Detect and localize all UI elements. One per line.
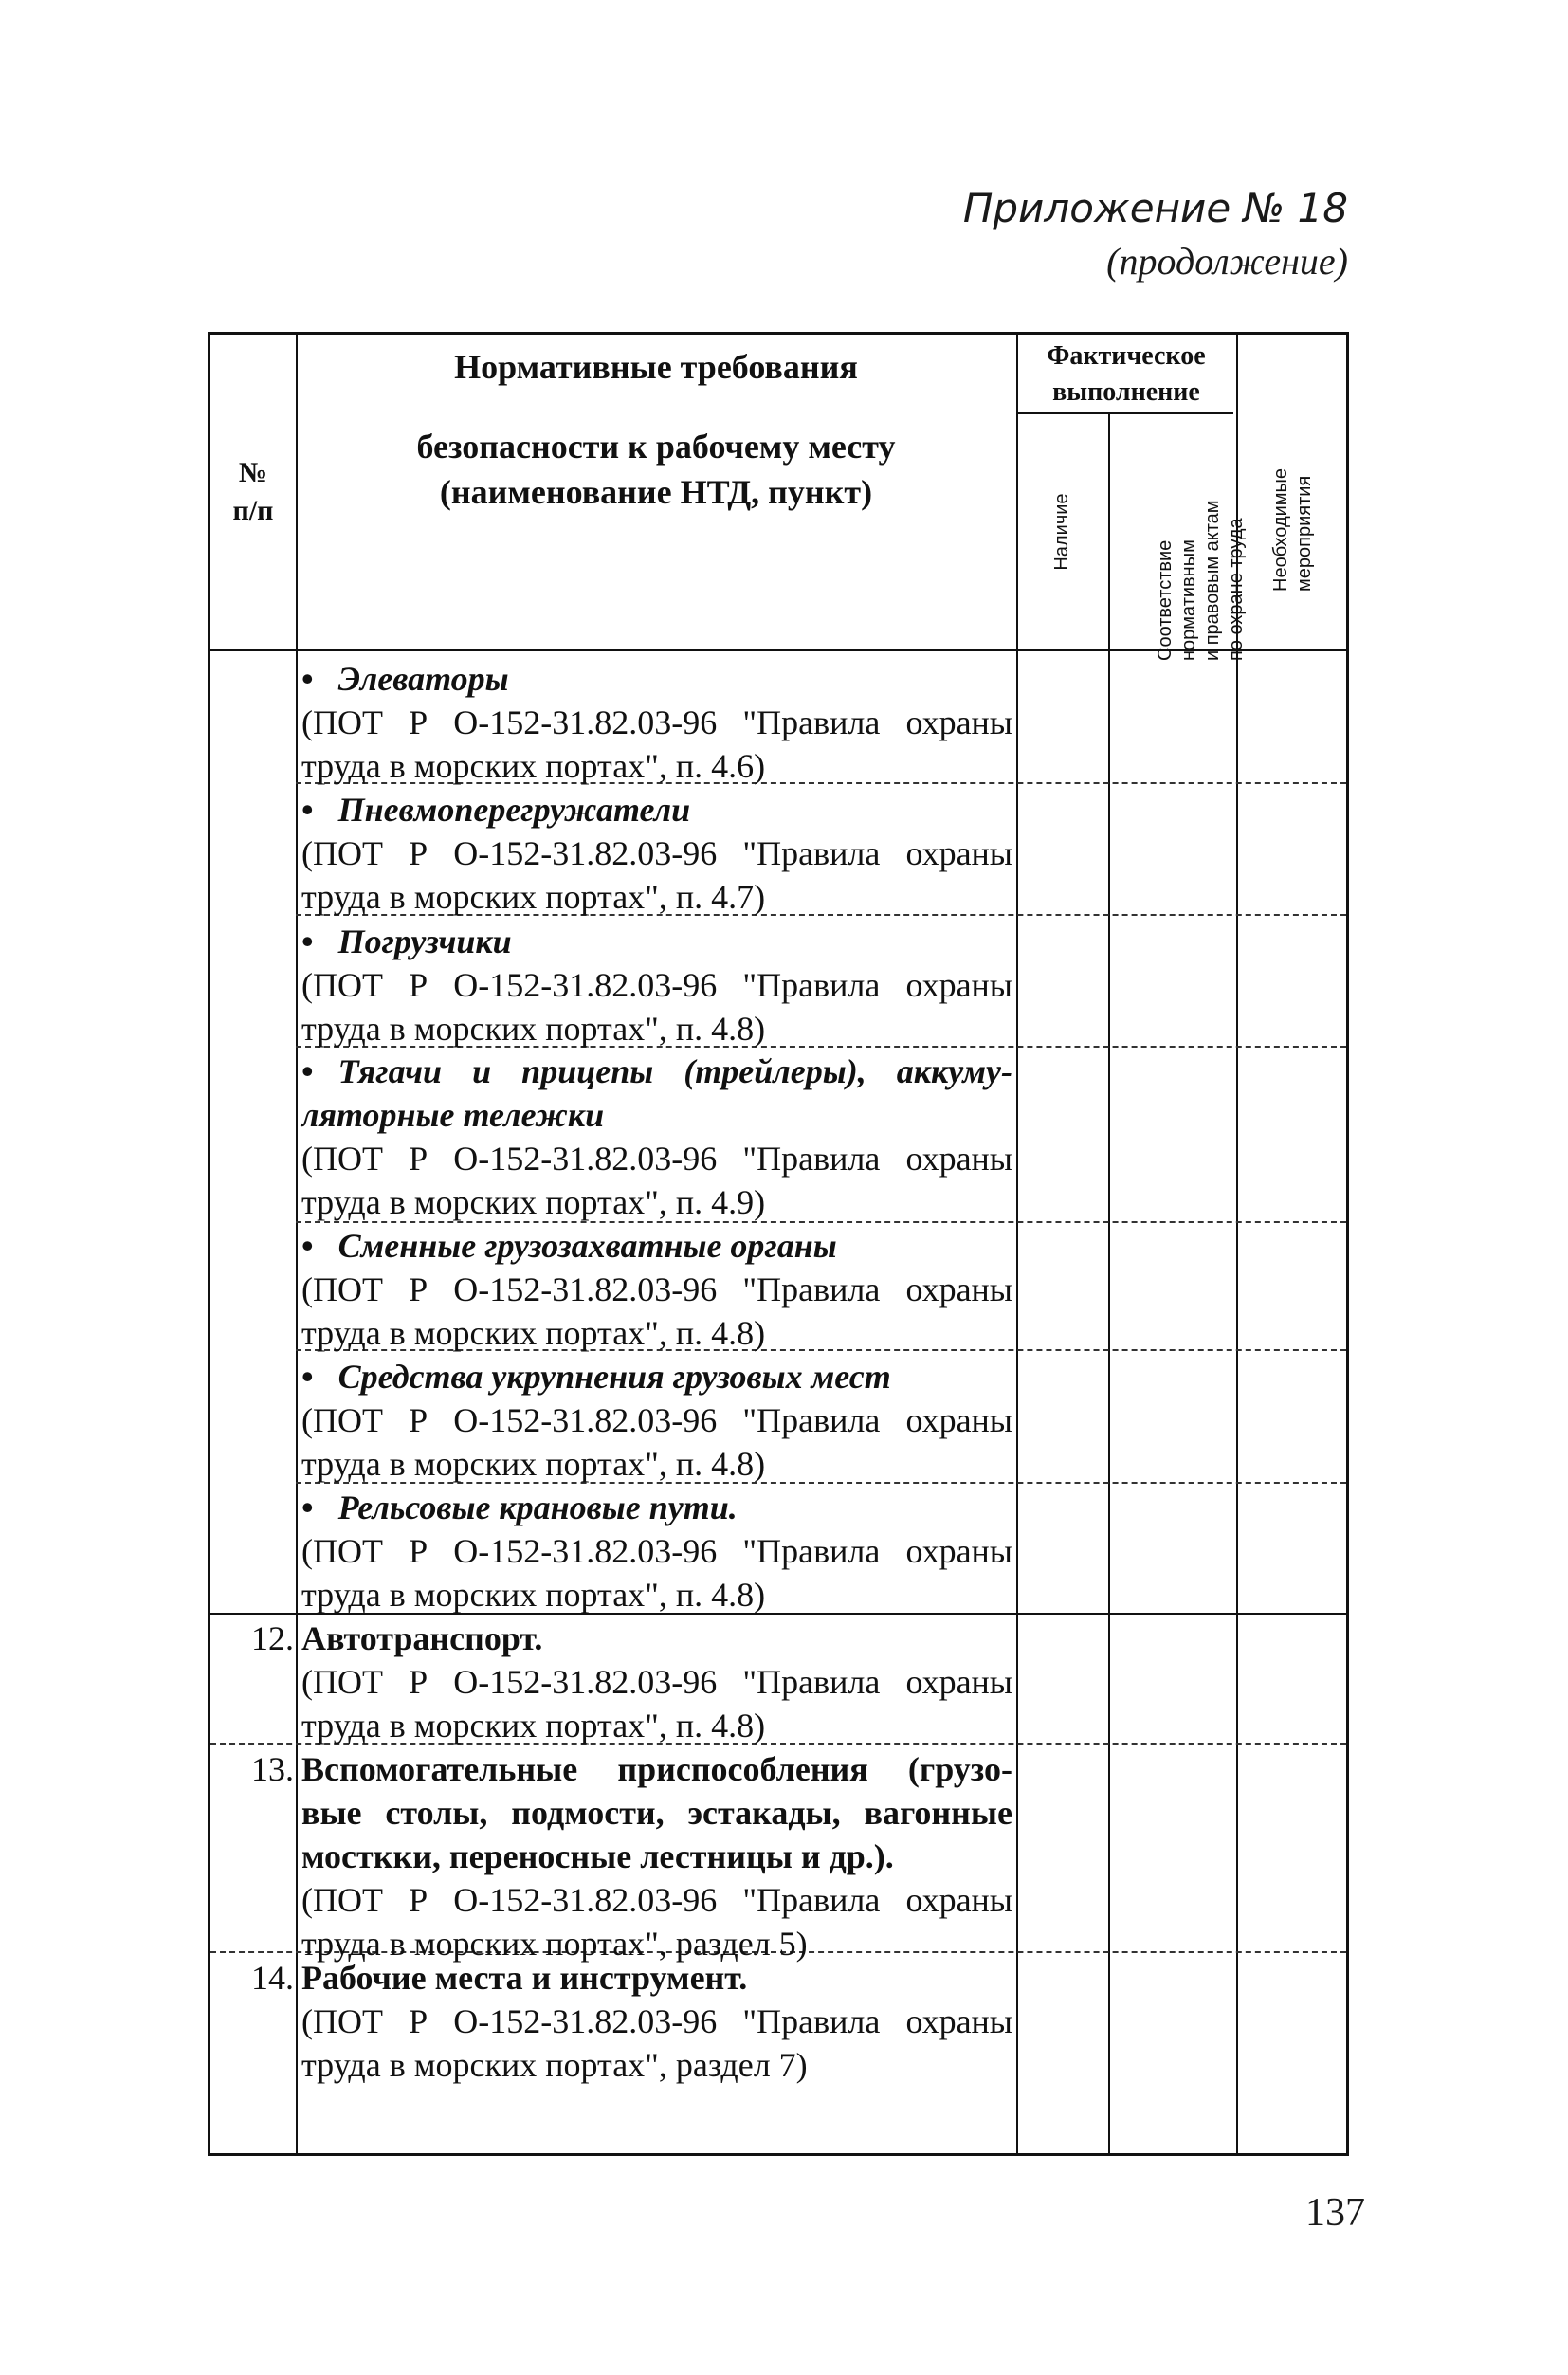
table-row (301, 1617, 1012, 1747)
table-row (301, 1956, 1012, 2087)
compliance-line3: и правовым актам (1202, 500, 1223, 661)
row-norm-line2: труда в морских портах", п. 4.8) (301, 1010, 766, 1048)
requirements-table (208, 332, 1349, 2156)
row-title: Рельсовые крановые пути. (337, 1489, 738, 1526)
bullet: • (301, 923, 314, 960)
row-norm-line2: труда в морских портах", п. 4.9) (301, 1183, 766, 1221)
row-number: 13. (251, 1750, 294, 1788)
bullet: • (301, 1489, 314, 1526)
compliance-line1: Соответствие (1155, 539, 1176, 661)
row-number: 14. (251, 1959, 294, 1997)
row-title-line2: ляторные тележки (301, 1096, 605, 1134)
row-norm-line2: труда в морских портах", раздел 7) (301, 2046, 808, 2084)
table-row (301, 657, 1012, 788)
column-header-number (210, 335, 296, 649)
table-row (301, 1050, 1012, 1224)
column-header-number-line1: № (238, 457, 268, 488)
column-header-requirements-line2: безопасности к рабочему месту (416, 428, 896, 466)
row-title-line3: мосткки, переносные лестницы и др.). (301, 1837, 894, 1875)
measures-line1: Необходимые (1270, 467, 1291, 592)
row-norm-line1: (ПОТ Р О-152-31.82.03-96 "Правила охраны (301, 966, 1012, 1004)
appendix-continuation: (продолжение) (1106, 240, 1348, 283)
row-title: Элеваторы (337, 660, 509, 698)
column-header-requirements-line1: Нормативные требования (454, 348, 858, 386)
row-title-line2: вые столы, подмости, эстакады, вагонные (301, 1794, 1012, 1832)
row-title: Рабочие места и инструмент. (301, 1959, 748, 1997)
row-norm-line2: труда в морских портах", п. 4.8) (301, 1445, 766, 1483)
bullet: • (301, 1358, 314, 1396)
bullet: • (301, 1227, 314, 1265)
column-divider (1016, 335, 1018, 2153)
row-norm-line1: (ПОТ Р О-152-31.82.03-96 "Правила охраны (301, 834, 1012, 872)
row-norm-line1: (ПОТ Р О-152-31.82.03-96 "Правила охраны (301, 1140, 1012, 1178)
row-title: Средства укрупнения грузовых мест (337, 1358, 891, 1396)
bullet: • (301, 660, 314, 698)
row-norm-line2: труда в морских портах", раздел 5) (301, 1925, 808, 1963)
column-header-requirements-line3: (наименование НТД, пункт) (439, 473, 873, 511)
appendix-header (963, 182, 1348, 288)
table-row (301, 1486, 1012, 1617)
appendix-title: Приложение № 18 (962, 185, 1348, 231)
page-number: 137 (1305, 2191, 1365, 2235)
row-title: Автотранспорт. (301, 1619, 543, 1657)
header-subdivider (1016, 412, 1233, 414)
table-row (301, 920, 1012, 1050)
column-header-measures (1269, 444, 1317, 592)
column-header-presence: Наличие (1051, 493, 1072, 571)
row-number: 12. (251, 1619, 294, 1657)
measures-line2: мероприятия (1294, 475, 1315, 592)
row-norm-line1: (ПОТ Р О-152-31.82.03-96 "Правила охраны (301, 1270, 1012, 1308)
row-title: Пневмоперегружатели (337, 791, 691, 829)
row-title-line1: Вспомогательные приспособления (грузо- (301, 1750, 1012, 1788)
column-header-actual-line2: выполнение (1052, 377, 1200, 407)
row-norm-line2: труда в морских портах", п. 4.7) (301, 878, 766, 916)
table-row (301, 1355, 1012, 1486)
bullet: • (301, 791, 314, 829)
row-norm-line2: труда в морских портах", п. 4.8) (301, 1576, 766, 1614)
row-norm-line2: труда в морских портах", п. 4.8) (301, 1707, 766, 1745)
row-norm-line1: (ПОТ Р О-152-31.82.03-96 "Правила охраны (301, 1401, 1012, 1439)
compliance-line4: по охране труда (1226, 518, 1247, 661)
column-header-requirements (296, 335, 1016, 649)
row-norm-line1: (ПОТ Р О-152-31.82.03-96 "Правила охраны (301, 2002, 1012, 2040)
compliance-line2: нормативным (1178, 539, 1199, 661)
row-title-line1: Тягачи и прицепы (трейлеры), аккуму- (337, 1052, 1012, 1090)
row-norm-line1: (ПОТ Р О-152-31.82.03-96 "Правила охраны (301, 703, 1012, 741)
bullet: • (301, 1052, 314, 1090)
row-title: Сменные грузозахватные органы (337, 1227, 837, 1265)
column-header-compliance (1154, 452, 1249, 661)
row-norm-line1: (ПОТ Р О-152-31.82.03-96 "Правила охраны (301, 1532, 1012, 1570)
row-norm-line1: (ПОТ Р О-152-31.82.03-96 "Правила охраны (301, 1663, 1012, 1701)
table-row (301, 1224, 1012, 1355)
column-header-actual-fulfillment (1016, 335, 1236, 412)
table-row (301, 788, 1012, 919)
row-title: Погрузчики (337, 923, 512, 960)
column-divider (1108, 412, 1110, 2153)
column-header-number-line2: п/п (232, 495, 274, 526)
row-norm-line2: труда в морских портах", п. 4.6) (301, 747, 766, 785)
column-header-actual-line1: Фактическое (1047, 341, 1206, 371)
row-norm-line2: труда в морских портах", п. 4.8) (301, 1314, 766, 1352)
table-row (301, 1747, 1012, 1965)
row-norm-line1: (ПОТ Р О-152-31.82.03-96 "Правила охраны (301, 1881, 1012, 1919)
